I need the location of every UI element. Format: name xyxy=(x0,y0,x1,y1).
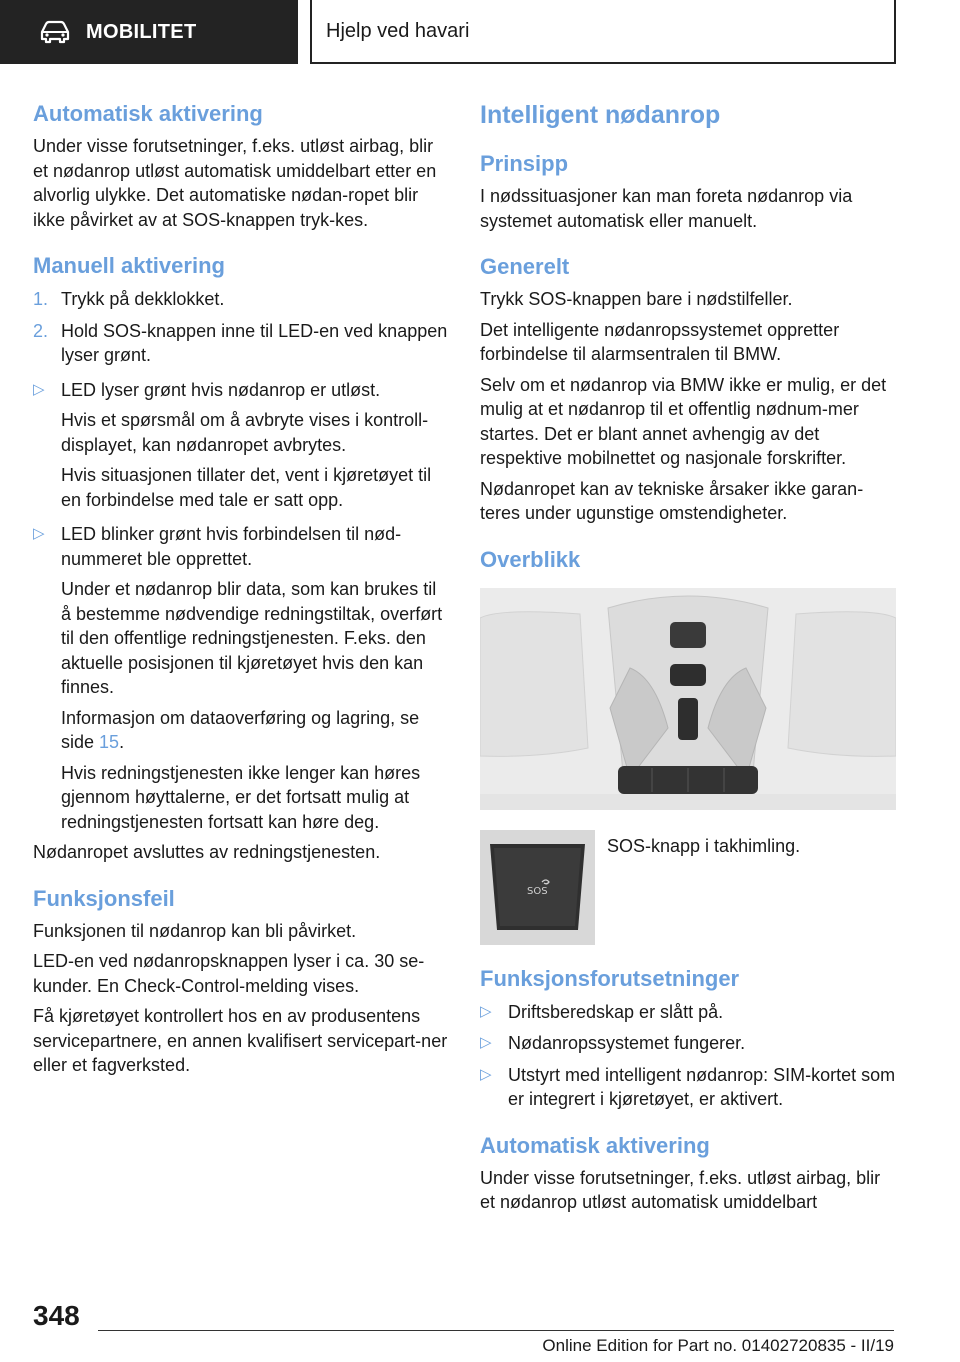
page-link[interactable]: 15 xyxy=(99,732,120,752)
general-text: Trykk SOS-knappen bare i nødstilfeller. xyxy=(480,289,793,309)
sos-caption: SOS-knapp i takhimling. xyxy=(607,835,801,856)
sos-button-image xyxy=(480,830,595,945)
fault-text: Funksjonen til nødanrop kan bli påvirket. xyxy=(33,920,357,941)
requirement-item: ▷ Utstyrt med intelligent nødanrop: SIM-kortet som er integrert i kjøretøyet, er aktivert. xyxy=(480,1063,896,1112)
footer-divider xyxy=(98,1330,894,1331)
step-item: 2. Hold SOS-knappen inne til LED-en ved knappen lyser grønt. xyxy=(33,320,448,365)
result-detail: Informasjon om dataoverføring og lagring, se side 15. xyxy=(61,707,420,752)
triangle-bullet-icon: ▷ xyxy=(33,380,45,398)
chapter-header xyxy=(310,0,896,64)
general-text: Nødanropet kan av tekniske årsaker ikke garan-teres under ugunstige omstendigheter. xyxy=(480,478,864,523)
principle-text: I nødssituasjoner kan man foreta nødanrop via systemet automatisk eller manuelt. xyxy=(480,186,853,231)
result-detail: Under et nødanrop blir data, som kan brukes til å bestemme nødvendige redningstiltak, overført til den offentlige redningstjenesten. F.eks. den aktuelle posisjonen til kjøretøyet hvis den kan finnes. xyxy=(61,579,443,697)
auto-activation-heading-right: Automatisk aktivering xyxy=(480,1132,710,1158)
fault-heading: Funksjonsfeil xyxy=(33,885,175,911)
triangle-bullet-icon: ▷ xyxy=(480,1034,492,1051)
requirement-item: ▷ Nødanropssystemet fungerer. xyxy=(480,1031,896,1056)
triangle-bullet-icon: ▷ xyxy=(480,1002,492,1020)
result-item: ▷ LED lyser grønt hvis nødanrop er utløst. xyxy=(33,378,448,403)
section-title: MOBILITET xyxy=(86,20,197,43)
overhead-console-image xyxy=(480,588,896,810)
sos-label: SOS xyxy=(527,885,548,897)
triangle-bullet-icon: ▷ xyxy=(33,525,45,542)
left-column xyxy=(33,100,448,1078)
result-item: ▷ LED blinker grønt hvis forbindelsen til nød-nummeret ble opprettet. xyxy=(33,522,448,571)
requirement-item: ▷ Driftsberedskap er slått på. xyxy=(480,1000,896,1025)
end-text: Nødanropet avsluttes av redningstjenesten. xyxy=(33,842,381,862)
auto-activation-text-right: Under visse forutsetninger, f.eks. utløst airbag, blir et nødanrop utløst automatisk umiddelbart xyxy=(480,1167,881,1212)
auto-activation-text: Under visse forutsetninger, f.eks. utløst airbag, blir et nødanrop utløst automatisk umiddelbart etter en alvorlig ulykke. Det automatiske nødan-ropet blir ikke påvirket av at SOS-knappen tryk-kes. xyxy=(33,136,437,230)
page-number: 348 xyxy=(33,1300,80,1331)
general-text: Selv om et nødanrop via BMW ikke er mulig, er det mulig at et nødanrop til et offentlig nødnum-mer startes. Det er blant annet avhengig av det respektive mobilnettet og nasjonale forskrifter. xyxy=(480,374,887,468)
sos-button-drawing xyxy=(480,830,595,945)
edition-note: Online Edition for Part no. 01402720835 - II/19 xyxy=(542,1336,894,1355)
overview-heading: Overblikk xyxy=(480,546,581,572)
sos-figure xyxy=(480,830,896,945)
general-heading: Generelt xyxy=(480,254,570,279)
requirements-heading: Funksjonsforutsetninger xyxy=(480,965,740,991)
result-detail: Hvis et spørsmål om å avbryte vises i kontroll-displayet, kan nødanropet avbrytes. xyxy=(61,410,429,455)
overhead-console-drawing xyxy=(480,588,896,810)
section-tab xyxy=(0,0,298,64)
triangle-bullet-icon: ▷ xyxy=(480,1065,492,1083)
car-icon xyxy=(38,20,72,44)
right-column xyxy=(480,100,896,1215)
fault-text: Få kjøretøyet kontrollert hos en av produsentens servicepartnere, en annen kvalifisert servicepart-ner eller et fagverksted. xyxy=(33,1006,448,1075)
result-detail: Hvis redningstjenesten ikke lenger kan høres gjennom høyttalerne, er det fortsatt mulig at redningstjenesten fortsatt kan høre deg. xyxy=(61,762,421,832)
principle-heading: Prinsipp xyxy=(480,151,569,176)
chapter-title: Hjelp ved havari xyxy=(326,19,470,42)
main-heading: Intelligent nødanrop xyxy=(480,101,721,129)
fault-text: LED-en ved nødanropsknappen lyser i ca. 30 se-kunder. En Check-Control-melding vises. xyxy=(33,951,425,996)
auto-activation-heading: Automatisk aktivering xyxy=(33,101,263,126)
result-detail: Hvis situasjonen tillater det, vent i kjøretøyet til en forbindelse med tale er satt opp. xyxy=(61,465,432,510)
general-text: Det intelligente nødanropssystemet oppretter forbindelse til alarmsentralen til BMW. xyxy=(480,319,840,364)
manual-activation-heading: Manuell aktivering xyxy=(33,253,225,278)
step-item: 1. Trykk på dekklokket. xyxy=(33,289,225,309)
